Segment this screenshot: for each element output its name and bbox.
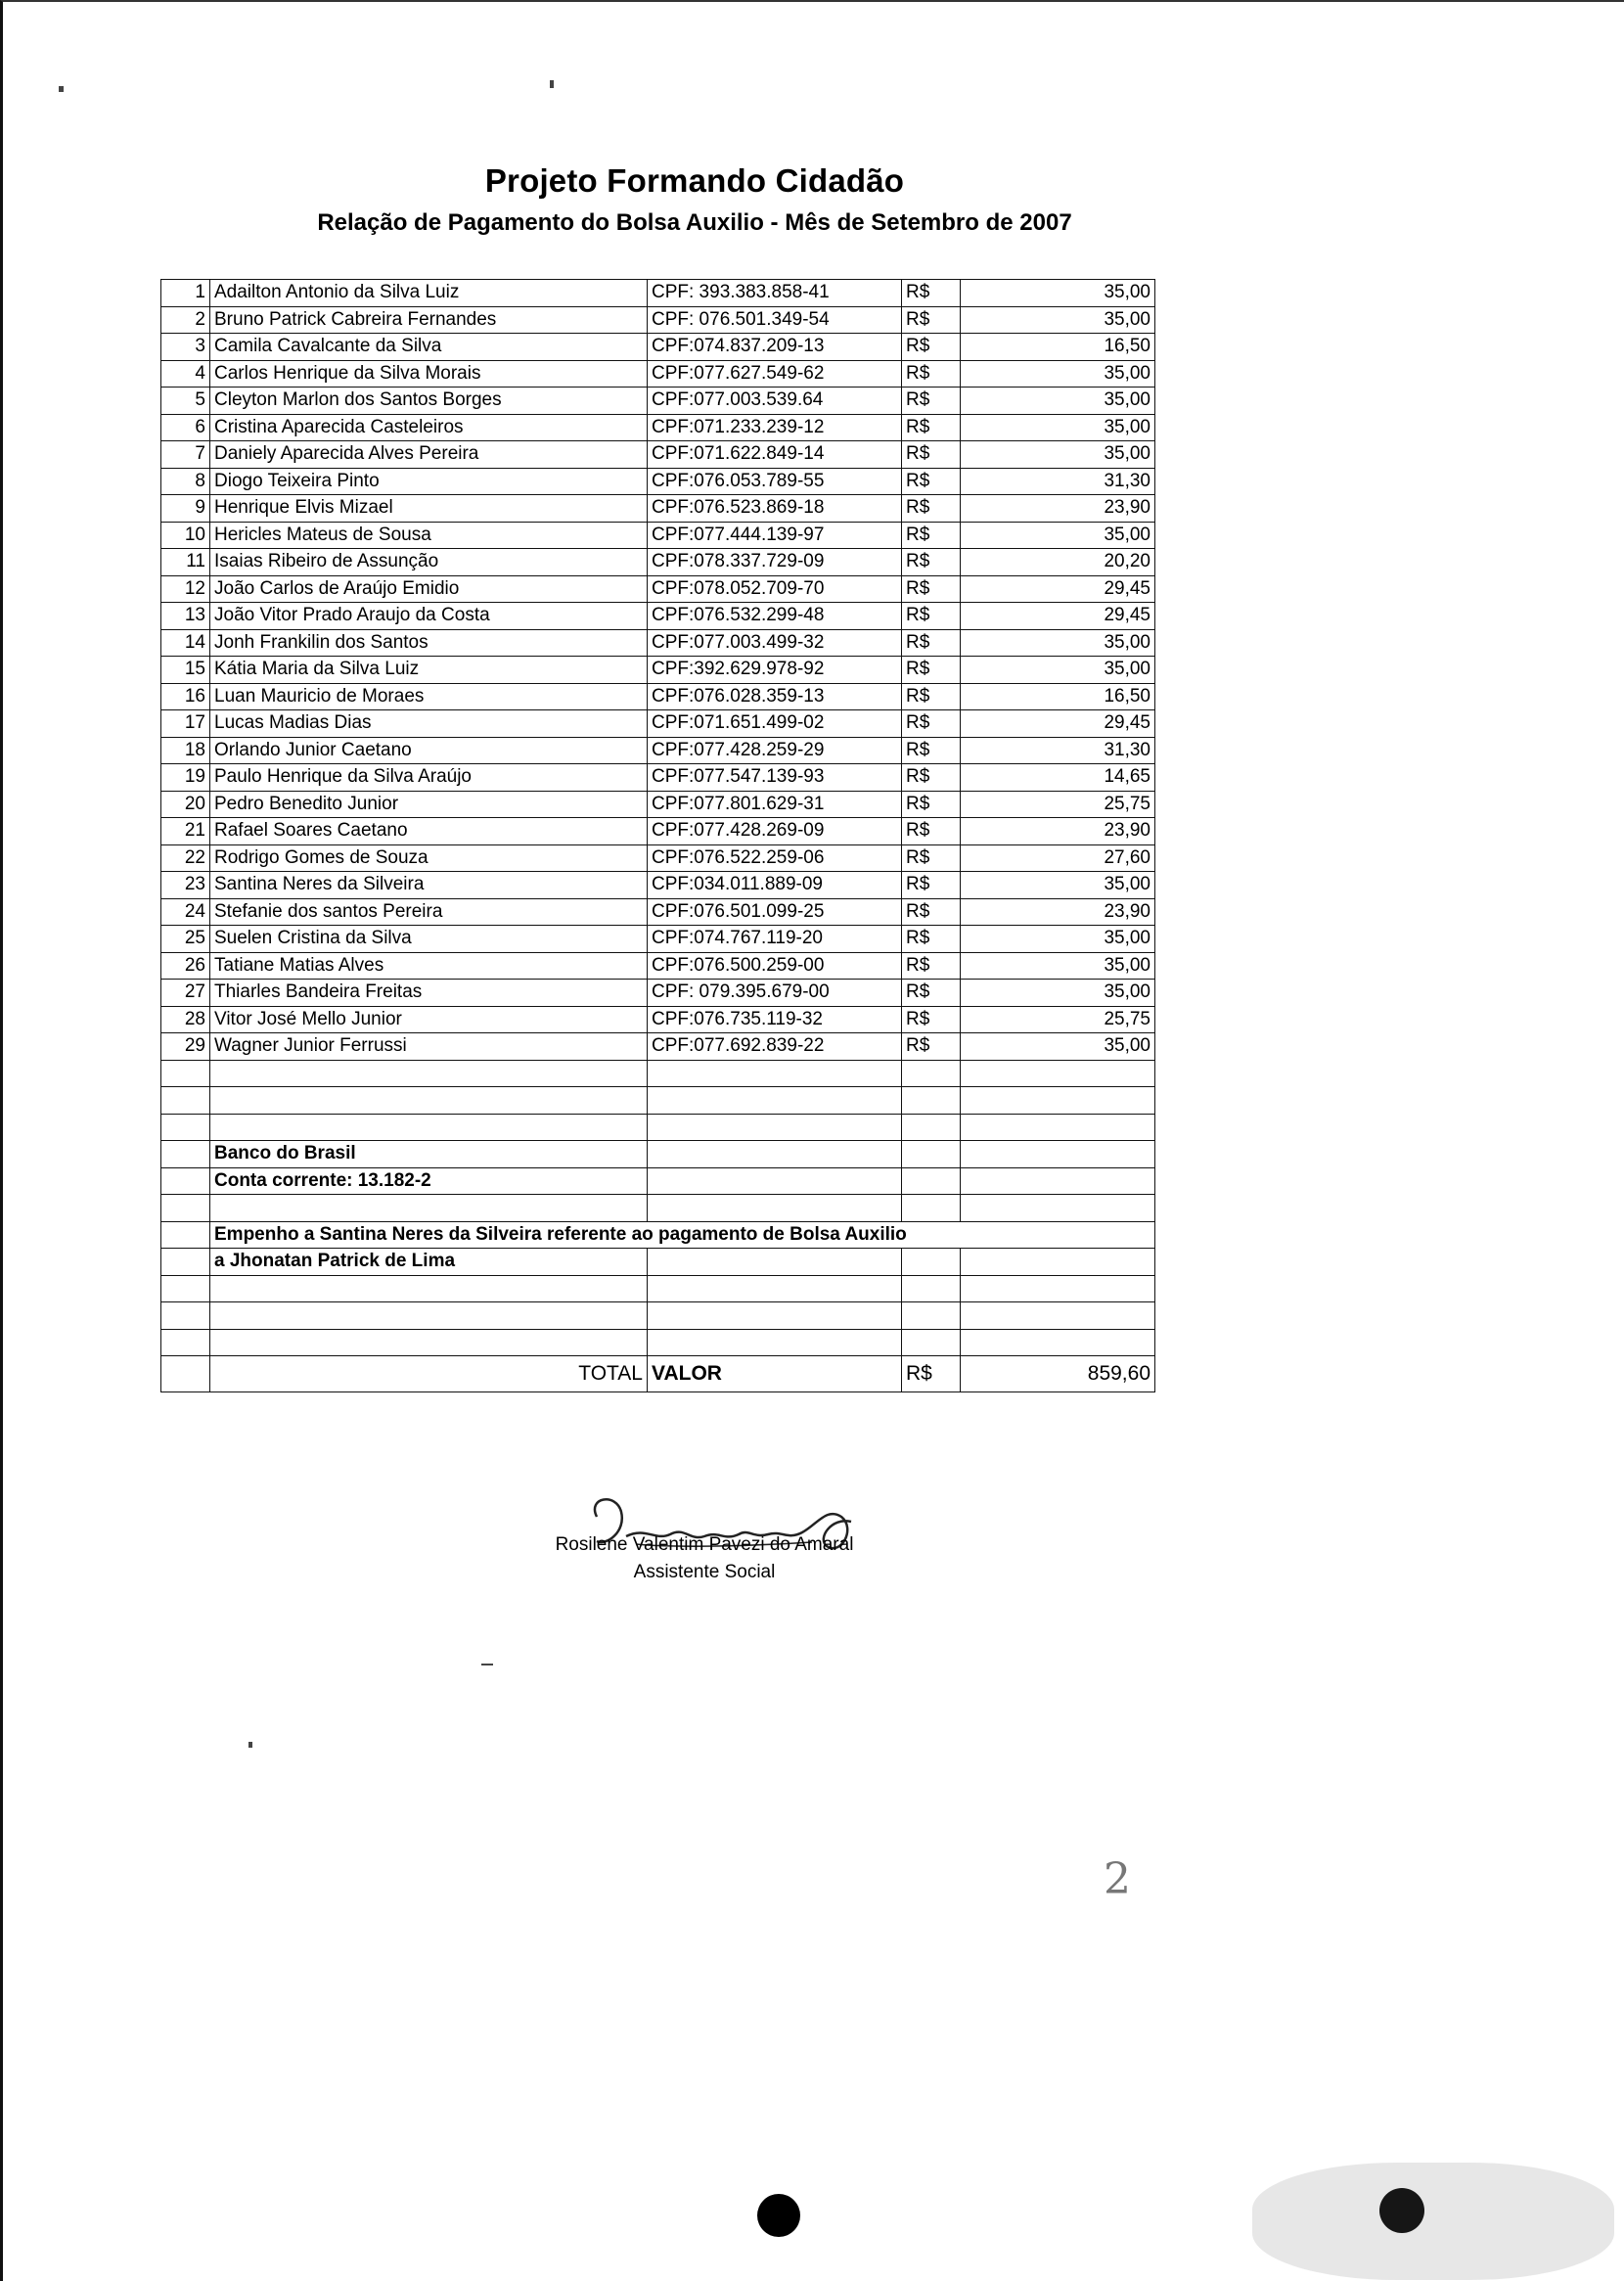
payment-amount: 29,45 [961,575,1155,603]
beneficiary-name: João Carlos de Araújo Emidio [210,575,648,603]
currency-symbol: R$ [902,898,961,926]
beneficiary-cpf: CPF:076.735.119-32 [648,1006,902,1033]
payment-table-body [161,280,1155,1392]
beneficiary-name: Tatiane Matias Alves [210,952,648,980]
punch-hole-left [757,2194,800,2237]
table-row [161,872,1155,899]
table-row [161,629,1155,657]
currency-symbol: R$ [902,414,961,441]
payment-amount: 23,90 [961,818,1155,845]
blank-cell [902,1060,961,1087]
row-number: 3 [161,334,210,361]
blank-cell [648,1167,902,1195]
row-number: 4 [161,360,210,388]
currency-symbol: R$ [902,1006,961,1033]
beneficiary-cpf: CPF:076.500.259-00 [648,952,902,980]
blank-cell [902,1275,961,1302]
currency-symbol: R$ [902,657,961,684]
blank-row [161,1329,1155,1356]
blank-cell [210,1302,648,1330]
row-number: 26 [161,952,210,980]
blank-cell [902,1114,961,1141]
beneficiary-name: Jonh Frankilin dos Santos [210,629,648,657]
total-label: TOTAL [210,1356,648,1392]
blank-cell [648,1302,902,1330]
blank-cell [902,1302,961,1330]
payment-amount: 35,00 [961,872,1155,899]
payment-amount: 27,60 [961,844,1155,872]
blank-cell [210,1114,648,1141]
payment-table [160,279,1155,1392]
payment-amount: 35,00 [961,926,1155,953]
beneficiary-cpf: CPF:074.837.209-13 [648,334,902,361]
blank-cell [902,1141,961,1168]
row-number: 1 [161,280,210,307]
blank-row [161,1195,1155,1222]
beneficiary-cpf: CPF:076.522.259-06 [648,844,902,872]
total-value-label: VALOR [648,1356,902,1392]
document-title: Projeto Formando Cidadão [484,162,905,199]
payment-amount: 14,65 [961,764,1155,792]
payment-amount: 35,00 [961,657,1155,684]
blank-row [161,1060,1155,1087]
blank-cell [902,1195,961,1222]
blank-cell [961,1195,1155,1222]
signature-block [460,1534,949,1583]
currency-symbol: R$ [902,360,961,388]
note-row [161,1221,1155,1249]
blank-cell [210,1060,648,1087]
beneficiary-name: Hericles Mateus de Sousa [210,522,648,549]
table-row [161,980,1155,1007]
beneficiary-cpf: CPF:071.651.499-02 [648,710,902,738]
payment-amount: 35,00 [961,360,1155,388]
beneficiary-name: Adailton Antonio da Silva Luiz [210,280,648,307]
blank-cell [648,1114,902,1141]
scan-speck [481,1664,493,1665]
scan-speck [248,1742,252,1748]
row-number: 29 [161,1033,210,1061]
blank-cell [161,1060,210,1087]
table-row [161,388,1155,415]
table-row [161,495,1155,523]
payment-amount: 25,75 [961,791,1155,818]
handwritten-mark: 2 [1104,1854,1131,1904]
table-row [161,414,1155,441]
currency-symbol: R$ [902,468,961,495]
currency-symbol: R$ [902,764,961,792]
table-row [161,549,1155,576]
beneficiary-cpf: CPF:071.622.849-14 [648,441,902,469]
table-row [161,522,1155,549]
row-number: 24 [161,898,210,926]
table-row [161,306,1155,334]
blank-cell [648,1249,902,1276]
scan-speck [550,80,554,88]
currency-symbol: R$ [902,575,961,603]
row-number: 9 [161,495,210,523]
beneficiary-name: Pedro Benedito Junior [210,791,648,818]
beneficiary-cpf: CPF:077.801.629-31 [648,791,902,818]
table-row [161,952,1155,980]
table-row [161,844,1155,872]
beneficiary-name: Cristina Aparecida Casteleiros [210,414,648,441]
currency-symbol: R$ [902,1033,961,1061]
beneficiary-name: Vitor José Mello Junior [210,1006,648,1033]
beneficiary-cpf: CPF:077.444.139-97 [648,522,902,549]
beneficiary-cpf: CPF:077.428.259-29 [648,737,902,764]
payment-amount: 35,00 [961,980,1155,1007]
row-number: 22 [161,844,210,872]
blank-cell [161,1356,210,1392]
blank-cell [902,1167,961,1195]
beneficiary-cpf: CPF:034.011.889-09 [648,872,902,899]
beneficiary-name: Isaias Ribeiro de Assunção [210,549,648,576]
signatory-name: Rosilene Valentim Pavezi do Amaral [555,1534,854,1555]
beneficiary-cpf: CPF: 393.383.858-41 [648,280,902,307]
bank-account: Conta corrente: 13.182-2 [210,1167,648,1195]
blank-cell [210,1275,648,1302]
beneficiary-name: Thiarles Bandeira Freitas [210,980,648,1007]
beneficiary-name: Rodrigo Gomes de Souza [210,844,648,872]
blank-cell [161,1329,210,1356]
total-currency: R$ [902,1356,961,1392]
row-number: 19 [161,764,210,792]
payment-amount: 35,00 [961,388,1155,415]
blank-cell [902,1249,961,1276]
table-row [161,575,1155,603]
beneficiary-cpf: CPF:077.003.539.64 [648,388,902,415]
blank-cell [161,1087,210,1115]
beneficiary-name: Stefanie dos santos Pereira [210,898,648,926]
row-number: 15 [161,657,210,684]
blank-cell [648,1060,902,1087]
blank-cell [961,1141,1155,1168]
row-number: 21 [161,818,210,845]
row-number: 10 [161,522,210,549]
account-row [161,1167,1155,1195]
document-subtitle: Relação de Pagamento do Bolsa Auxilio - Mês de Setembro de 2007 [317,209,1072,236]
blank-cell [161,1221,210,1249]
beneficiary-name: Wagner Junior Ferrussi [210,1033,648,1061]
table-row [161,1033,1155,1061]
bank-row [161,1141,1155,1168]
beneficiary-cpf: CPF:077.428.269-09 [648,818,902,845]
row-number: 14 [161,629,210,657]
beneficiary-cpf: CPF:078.337.729-09 [648,549,902,576]
beneficiary-name: João Vitor Prado Araujo da Costa [210,603,648,630]
signatory-role: Assistente Social [633,1562,776,1582]
note-line-2: a Jhonatan Patrick de Lima [210,1249,648,1276]
row-number: 11 [161,549,210,576]
payment-amount: 20,20 [961,549,1155,576]
blank-row [161,1275,1155,1302]
currency-symbol: R$ [902,522,961,549]
blank-cell [902,1087,961,1115]
beneficiary-name: Santina Neres da Silveira [210,872,648,899]
beneficiary-name: Rafael Soares Caetano [210,818,648,845]
table-row [161,683,1155,710]
blank-cell [161,1275,210,1302]
blank-cell [961,1275,1155,1302]
row-number: 8 [161,468,210,495]
beneficiary-name: Carlos Henrique da Silva Morais [210,360,648,388]
table-row [161,926,1155,953]
blank-cell [648,1087,902,1115]
total-row [161,1356,1155,1392]
currency-symbol: R$ [902,495,961,523]
row-number: 6 [161,414,210,441]
currency-symbol: R$ [902,818,961,845]
blank-cell [210,1329,648,1356]
blank-cell [961,1167,1155,1195]
beneficiary-cpf: CPF:076.523.869-18 [648,495,902,523]
beneficiary-cpf: CPF:077.627.549-62 [648,360,902,388]
row-number: 27 [161,980,210,1007]
payment-amount: 35,00 [961,952,1155,980]
blank-cell [161,1302,210,1330]
table-row [161,657,1155,684]
row-number: 16 [161,683,210,710]
row-number: 5 [161,388,210,415]
blank-cell [161,1167,210,1195]
blank-cell [648,1329,902,1356]
payment-amount: 23,90 [961,898,1155,926]
currency-symbol: R$ [902,388,961,415]
blank-cell [961,1060,1155,1087]
payment-amount: 16,50 [961,683,1155,710]
currency-symbol: R$ [902,280,961,307]
blank-cell [902,1329,961,1356]
beneficiary-name: Cleyton Marlon dos Santos Borges [210,388,648,415]
blank-cell [961,1249,1155,1276]
blank-row [161,1302,1155,1330]
payment-amount: 35,00 [961,280,1155,307]
beneficiary-cpf: CPF:077.692.839-22 [648,1033,902,1061]
row-number: 2 [161,306,210,334]
table-row [161,710,1155,738]
table-row [161,1006,1155,1033]
blank-cell [210,1195,648,1222]
currency-symbol: R$ [902,710,961,738]
currency-symbol: R$ [902,306,961,334]
table-row [161,334,1155,361]
row-number: 23 [161,872,210,899]
beneficiary-cpf: CPF:077.547.139-93 [648,764,902,792]
payment-amount: 31,30 [961,737,1155,764]
beneficiary-cpf: CPF:077.003.499-32 [648,629,902,657]
total-amount: 859,60 [961,1356,1155,1392]
beneficiary-name: Diogo Teixeira Pinto [210,468,648,495]
beneficiary-cpf: CPF:076.028.359-13 [648,683,902,710]
payment-amount: 35,00 [961,306,1155,334]
payment-amount: 16,50 [961,334,1155,361]
blank-cell [961,1087,1155,1115]
beneficiary-cpf: CPF:076.532.299-48 [648,603,902,630]
scan-smudge [1252,2163,1614,2280]
note-row [161,1249,1155,1276]
bank-name: Banco do Brasil [210,1141,648,1168]
blank-row [161,1087,1155,1115]
row-number: 13 [161,603,210,630]
table-row [161,898,1155,926]
currency-symbol: R$ [902,980,961,1007]
blank-cell [161,1249,210,1276]
row-number: 17 [161,710,210,738]
currency-symbol: R$ [902,334,961,361]
currency-symbol: R$ [902,737,961,764]
beneficiary-cpf: CPF: 076.501.349-54 [648,306,902,334]
currency-symbol: R$ [902,603,961,630]
blank-cell [210,1087,648,1115]
row-number: 12 [161,575,210,603]
payment-amount: 29,45 [961,603,1155,630]
scan-speck [59,86,64,92]
blank-cell [961,1302,1155,1330]
table-row [161,818,1155,845]
currency-symbol: R$ [902,872,961,899]
blank-cell [161,1114,210,1141]
blank-cell [161,1195,210,1222]
table-row [161,360,1155,388]
beneficiary-cpf: CPF:078.052.709-70 [648,575,902,603]
table-row [161,468,1155,495]
currency-symbol: R$ [902,926,961,953]
row-number: 25 [161,926,210,953]
beneficiary-name: Luan Mauricio de Moraes [210,683,648,710]
beneficiary-name: Paulo Henrique da Silva Araújo [210,764,648,792]
payment-amount: 29,45 [961,710,1155,738]
payment-amount: 23,90 [961,495,1155,523]
blank-cell [961,1329,1155,1356]
beneficiary-name: Camila Cavalcante da Silva [210,334,648,361]
table-row [161,764,1155,792]
blank-row [161,1114,1155,1141]
beneficiary-name: Daniely Aparecida Alves Pereira [210,441,648,469]
beneficiary-name: Lucas Madias Dias [210,710,648,738]
row-number: 18 [161,737,210,764]
payment-amount: 31,30 [961,468,1155,495]
table-row [161,441,1155,469]
payment-amount: 35,00 [961,1033,1155,1061]
table-row [161,737,1155,764]
row-number: 20 [161,791,210,818]
beneficiary-cpf: CPF: 079.395.679-00 [648,980,902,1007]
beneficiary-name: Kátia Maria da Silva Luiz [210,657,648,684]
beneficiary-name: Suelen Cristina da Silva [210,926,648,953]
currency-symbol: R$ [902,952,961,980]
currency-symbol: R$ [902,441,961,469]
payment-amount: 35,00 [961,414,1155,441]
payment-amount: 35,00 [961,441,1155,469]
payment-amount: 25,75 [961,1006,1155,1033]
beneficiary-name: Bruno Patrick Cabreira Fernandes [210,306,648,334]
beneficiary-cpf: CPF:392.629.978-92 [648,657,902,684]
beneficiary-cpf: CPF:076.053.789-55 [648,468,902,495]
blank-cell [648,1141,902,1168]
currency-symbol: R$ [902,844,961,872]
blank-cell [961,1114,1155,1141]
table-row [161,280,1155,307]
currency-symbol: R$ [902,683,961,710]
payment-amount: 35,00 [961,629,1155,657]
beneficiary-cpf: CPF:076.501.099-25 [648,898,902,926]
payment-amount: 35,00 [961,522,1155,549]
blank-cell [161,1141,210,1168]
blank-cell [648,1275,902,1302]
table-row [161,791,1155,818]
beneficiary-name: Orlando Junior Caetano [210,737,648,764]
table-row [161,603,1155,630]
beneficiary-cpf: CPF:074.767.119-20 [648,926,902,953]
currency-symbol: R$ [902,549,961,576]
row-number: 7 [161,441,210,469]
row-number: 28 [161,1006,210,1033]
blank-cell [648,1195,902,1222]
beneficiary-name: Henrique Elvis Mizael [210,495,648,523]
currency-symbol: R$ [902,629,961,657]
beneficiary-cpf: CPF:071.233.239-12 [648,414,902,441]
currency-symbol: R$ [902,791,961,818]
note-line-1: Empenho a Santina Neres da Silveira referente ao pagamento de Bolsa Auxilio [210,1221,1155,1249]
